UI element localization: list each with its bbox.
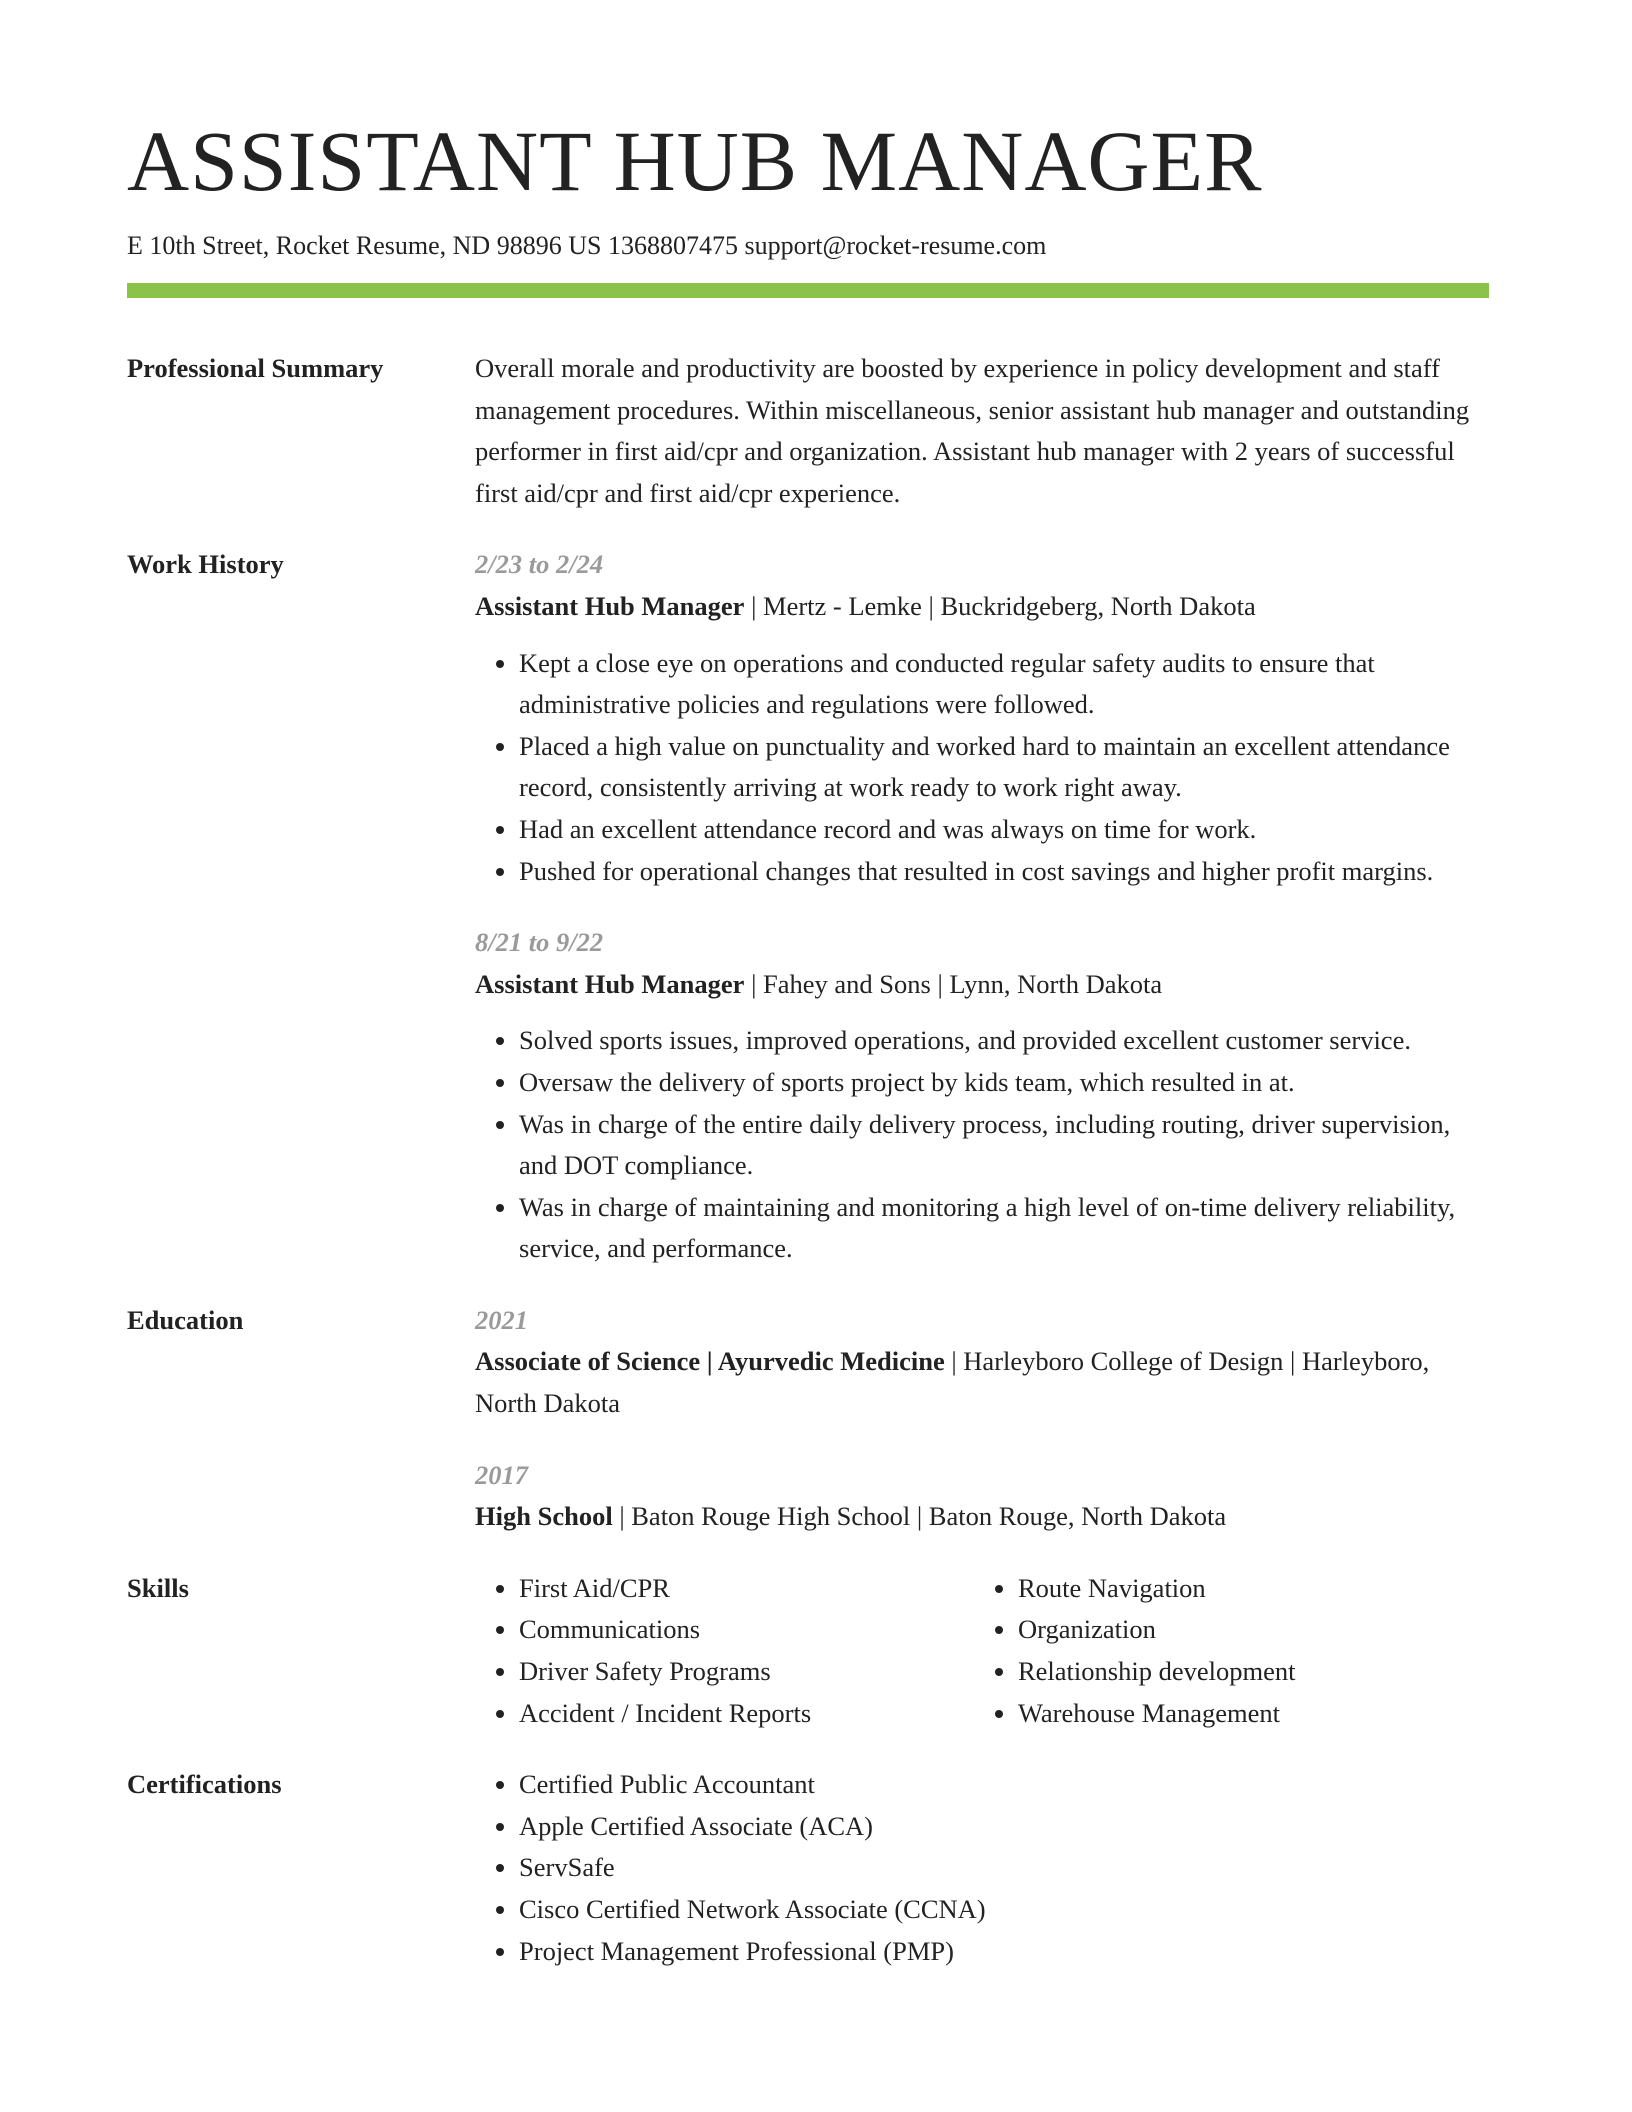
job-dates: 2/23 to 2/24	[475, 549, 604, 580]
job-bullet: • Solved sports issues, improved operations, and provided excellent customer service.	[519, 1020, 1489, 1062]
education-section	[127, 1300, 1489, 1538]
job-bullet: • Was in charge of the entire daily delivery process, including routing, driver supervision, and DOT compliance.	[519, 1104, 1489, 1187]
work-history-heading: Work History	[127, 549, 284, 580]
education-heading: Education	[127, 1304, 244, 1335]
certification-item: • Cisco Certified Network Associate (CCNA)	[519, 1889, 1489, 1931]
job-bullets	[475, 643, 1489, 893]
skills-column-2	[974, 1568, 1489, 1734]
job-bullet: • Was in charge of maintaining and monitoring a high level of on-time delivery reliability, service, and performance.	[519, 1187, 1489, 1270]
certification-item: • Certified Public Accountant	[519, 1764, 1489, 1806]
certifications-section	[127, 1764, 1489, 1972]
resume-sections	[127, 348, 1489, 2002]
job-bullet: • Placed a high value on punctuality and worked hard to maintain an excellent attendance record, consistently arriving at work ready to work right away.	[519, 726, 1489, 809]
skill-item: • First Aid/CPR	[519, 1568, 974, 1610]
skill-item: • Communications	[519, 1609, 974, 1651]
school-details: | Baton Rouge High School | Baton Rouge, North Dakota	[612, 1501, 1227, 1532]
work-history-body	[475, 544, 1489, 1270]
job-bullet: • Oversaw the delivery of sports project by kids team, which resulted in at.	[519, 1062, 1489, 1104]
summary-text: Overall morale and productivity are boosted by experience in policy development and staff management procedures. Within miscellaneous, senior assistant hub manager and outstanding performer in first aid/cpr and organization. Assistant hub manager with 2 years of successful first aid/cpr and first aid/cpr experience.	[475, 353, 1470, 508]
education-entry	[475, 1300, 1489, 1425]
certification-item: • Apple Certified Associate (ACA)	[519, 1806, 1489, 1848]
job-details: | Mertz - Lemke | Buckridgeberg, North Dakota	[744, 590, 1256, 621]
skills-column-1	[475, 1568, 974, 1734]
certification-item: • ServSafe	[519, 1847, 1489, 1889]
summary-heading: Professional Summary	[127, 353, 384, 383]
certification-item: • Project Management Professional (PMP)	[519, 1931, 1489, 1973]
certifications-list	[475, 1764, 1489, 1972]
skills-heading: Skills	[127, 1572, 189, 1603]
skill-item: • Accident / Incident Reports	[519, 1693, 974, 1735]
school-details: | Harleyboro College of Design | Harleyboro, North Dakota	[475, 1346, 1430, 1419]
work-history-section	[127, 544, 1489, 1270]
education-year: 2017	[475, 1459, 528, 1490]
summary-section	[127, 348, 1489, 514]
job-title: Assistant Hub Manager	[475, 968, 745, 999]
degree: High School	[475, 1501, 613, 1532]
skill-item: • Route Navigation	[1018, 1568, 1489, 1610]
job-entry	[475, 544, 1489, 892]
job-bullets	[475, 1020, 1489, 1270]
skill-item: • Relationship development	[1018, 1651, 1489, 1693]
job-heading	[475, 586, 1489, 628]
skill-item: • Organization	[1018, 1609, 1489, 1651]
summary-body	[475, 348, 1489, 514]
certifications-heading: Certifications	[127, 1769, 282, 1800]
education-year: 2021	[475, 1304, 528, 1335]
job-bullet: • Pushed for operational changes that resulted in cost savings and higher profit margins.	[519, 851, 1489, 893]
job-dates: 8/21 to 9/22	[475, 927, 604, 958]
contact-line: E 10th Street, Rocket Resume, ND 98896 US 1368807475 support@rocket-resume.com	[127, 231, 1047, 260]
skills-body	[475, 1568, 1489, 1734]
certifications-body	[475, 1764, 1489, 1972]
job-details: | Fahey and Sons | Lynn, North Dakota	[744, 968, 1163, 999]
education-entry	[475, 1455, 1489, 1538]
education-body	[475, 1300, 1489, 1538]
skill-item: • Warehouse Management	[1018, 1693, 1489, 1735]
job-bullet: • Had an excellent attendance record and was always on time for work.	[519, 809, 1489, 851]
degree: Associate of Science | Ayurvedic Medicine	[475, 1346, 945, 1377]
skill-item: • Driver Safety Programs	[519, 1651, 974, 1693]
accent-divider	[127, 283, 1489, 298]
skills-section	[127, 1568, 1489, 1734]
education-heading-line	[475, 1341, 1489, 1424]
education-heading-line	[475, 1496, 1489, 1538]
resume-name: ASSISTANT HUB MANAGER	[127, 113, 1263, 209]
job-title: Assistant Hub Manager	[475, 590, 745, 621]
job-bullet: • Kept a close eye on operations and conducted regular safety audits to ensure that administrative policies and regulations were followed.	[519, 643, 1489, 726]
job-entry	[475, 922, 1489, 1270]
job-heading	[475, 964, 1489, 1006]
